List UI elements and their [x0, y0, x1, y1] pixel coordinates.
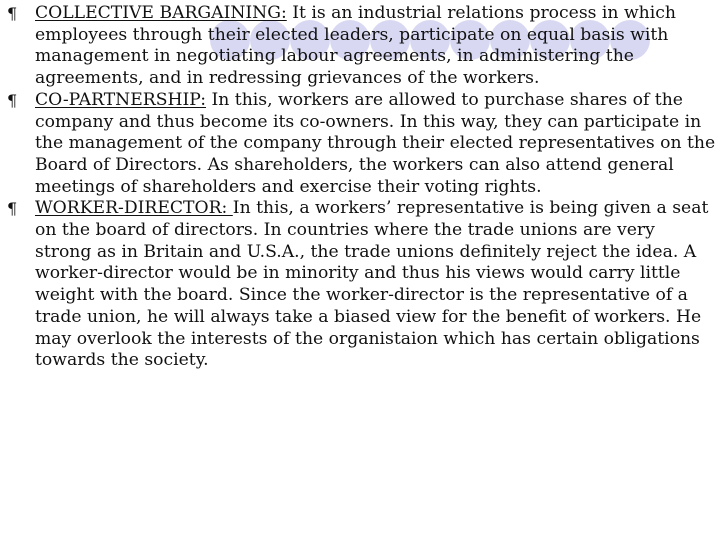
item-text: In this, workers are allowed to purchase shares of the company and thus become its co-owners. In this way, they can participate in the management of the company through their elected representatives on the Board of Directors. As shareholders, the workers can also attend general meetings of shareholders and exercise their voting rights.: [35, 89, 716, 197]
pilcrow-bullet-icon: ¶: [7, 90, 18, 110]
item-heading: WORKER-DIRECTOR:: [35, 198, 233, 219]
list-item-collective-bargaining: [0, 3, 716, 90]
item-text: In this, a workers’ representative is being given a seat on the board of directors. In countries where the trade unions are very strong as in Britain and U.S.A., the trade unions definitely reject the idea. A worker-director would be in minority and thus his views would carry little weight with the board. Since the worker-director is the representative of a trade union, he will always take a biased view for the benefit of workers. He may overlook the interests of the organistaion which has certain obligations towards the society.: [35, 198, 709, 371]
bullet-list: [0, 3, 716, 372]
pilcrow-bullet-icon: ¶: [7, 199, 18, 219]
item-heading: CO-PARTNERSHIP:: [35, 89, 207, 110]
list-item-worker-director: [0, 198, 716, 372]
item-text: It is an industrial relations process in which employees through their elected leaders, participate on equal basis with management in negotiating labour agreements, in administering the agreements, and in redressing grievances of the workers.: [35, 3, 676, 89]
item-heading: COLLECTIVE BARGAINING:: [35, 3, 287, 23]
list-item-co-partnership: [0, 90, 716, 199]
pilcrow-bullet-icon: ¶: [7, 4, 18, 23]
